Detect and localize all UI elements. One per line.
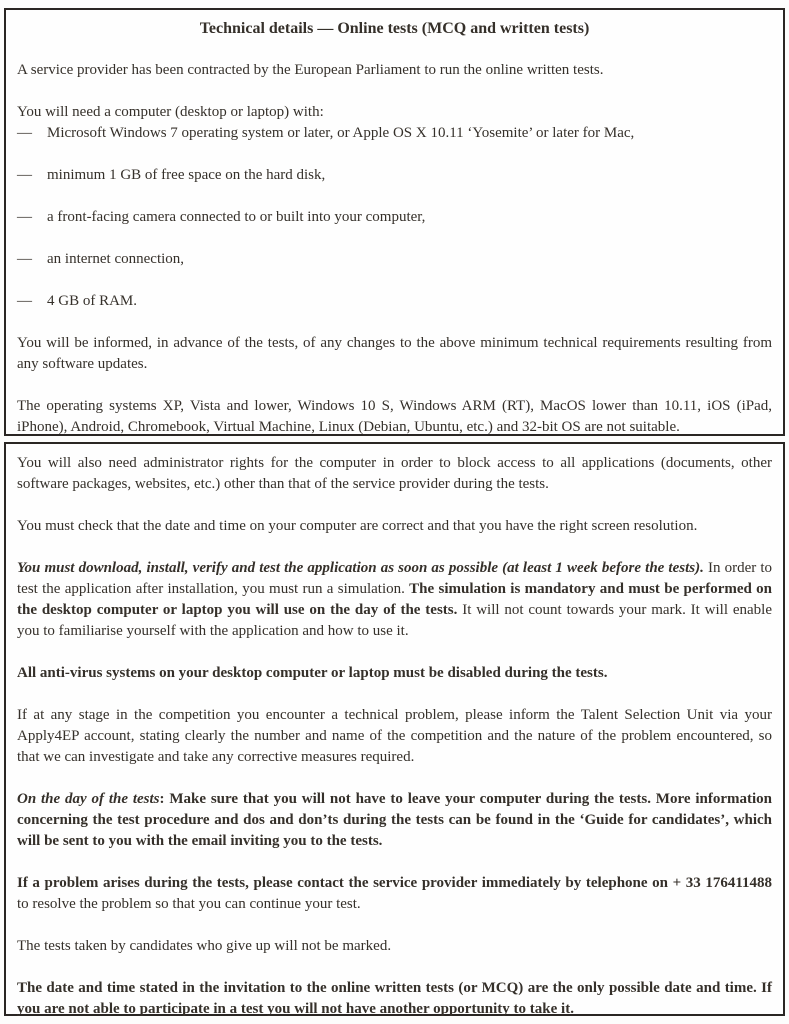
paragraph (17, 789, 772, 852)
paragraph (17, 516, 772, 537)
dash-icon: — (17, 251, 32, 267)
paragraph (17, 705, 772, 768)
paragraph (17, 333, 772, 375)
paragraph (17, 102, 772, 123)
paragraph (17, 936, 772, 957)
text-segment: In order to test the application after installation, you must run a simulation. (17, 560, 772, 597)
text-segment: On the day of the tests (17, 791, 160, 807)
paragraph (17, 558, 772, 642)
paragraph (17, 873, 772, 915)
requirement-text: 4 GB of RAM. (47, 293, 138, 309)
requirement-item (17, 123, 772, 144)
box2-paragraphs (17, 453, 772, 1020)
requirement-text: Microsoft Windows 7 operating system or later, or Apple OS X 10.11 ‘Yosemite’ or later for Mac, (47, 125, 635, 141)
text-segment: The operating systems XP, Vista and lower, Windows 10 S, Windows ARM (RT), MacOS lower than 10.11, iOS (iPad, iPhone), Android, Chromebook, Virtual Machine, Linux (Debian, Ubuntu, etc.) and 32-bit OS are not suitable. (17, 398, 772, 435)
text-segment: You must check that the date and time on your computer are correct and that you have the right screen resolution. (17, 518, 698, 534)
text-segment: You will be informed, in advance of the tests, of any changes to the above minimum technical requirements resulting from any software updates. (17, 335, 772, 372)
text-segment: to resolve the problem so that you can continue your test. (17, 896, 361, 912)
text-segment: If a problem arises during the tests, please contact the service provider immediately by telephone on + 33 176411488 (17, 875, 772, 891)
box-title: Technical details — Online tests (MCQ and written tests) (199, 20, 590, 37)
paragraph (17, 663, 772, 684)
text-segment: The tests taken by candidates who give up will not be marked. (17, 938, 392, 954)
dash-icon: — (17, 209, 32, 225)
paragraph (17, 396, 772, 438)
dash-icon: — (17, 293, 32, 309)
requirement-text: an internet connection, (47, 251, 185, 267)
box1-intro-paragraphs (17, 60, 772, 123)
text-segment: It will not count towards your mark. It will enable you to familiarise yourself with the application and how to use it. (17, 602, 772, 639)
box1-bottom-paragraphs (17, 333, 772, 438)
requirements-list (17, 123, 772, 312)
paragraph (17, 978, 772, 1020)
text-segment: You must download, install, verify and test the application as soon as possible (at least 1 week before the tests). (17, 560, 704, 576)
text-segment: All anti-virus systems on your desktop computer or laptop must be disabled during the tests. (17, 665, 608, 681)
text-segment: The date and time stated in the invitation to the online written tests (or MCQ) are the only possible date and time. If you are not able to participate in a test you will not have another opportunity to take it. (17, 980, 772, 1017)
text-segment: You will also need administrator rights for the computer in order to block access to all applications (documents, other software packages, websites, etc.) other than that of the service provider during the tests. (17, 455, 772, 492)
technical-details-box-part1 (4, 8, 785, 436)
dash-icon: — (17, 125, 32, 141)
requirement-item (17, 207, 772, 228)
text-segment: : Make sure that you will not have to leave your computer during the tests. More information concerning the test procedure and dos and don’ts during the tests can be found in the ‘Guide for candidates’, which will be sent to you with the email inviting you to the tests. (17, 791, 772, 849)
paragraph (17, 453, 772, 495)
technical-details-box-part2 (4, 442, 785, 1016)
text-segment: If at any stage in the competition you encounter a technical problem, please inform the Talent Selection Unit via your Apply4EP account, stating clearly the number and name of the competition and the nature of the problem encountered, so that we can investigate and take any corrective measures required. (17, 707, 772, 765)
requirement-item (17, 291, 772, 312)
text-segment: You will need a computer (desktop or laptop) with: (17, 104, 324, 120)
requirement-text: minimum 1 GB of free space on the hard disk, (47, 167, 326, 183)
text-segment: The simulation is mandatory and must be performed on the desktop computer or laptop you will use on the day of the tests. (17, 581, 772, 618)
requirement-text: a front-facing camera connected to or built into your computer, (47, 209, 426, 225)
text-segment: A service provider has been contracted by the European Parliament to run the online written tests. (17, 62, 604, 78)
paragraph (17, 60, 772, 81)
requirement-item (17, 249, 772, 270)
requirement-item (17, 165, 772, 186)
dash-icon: — (17, 167, 32, 183)
